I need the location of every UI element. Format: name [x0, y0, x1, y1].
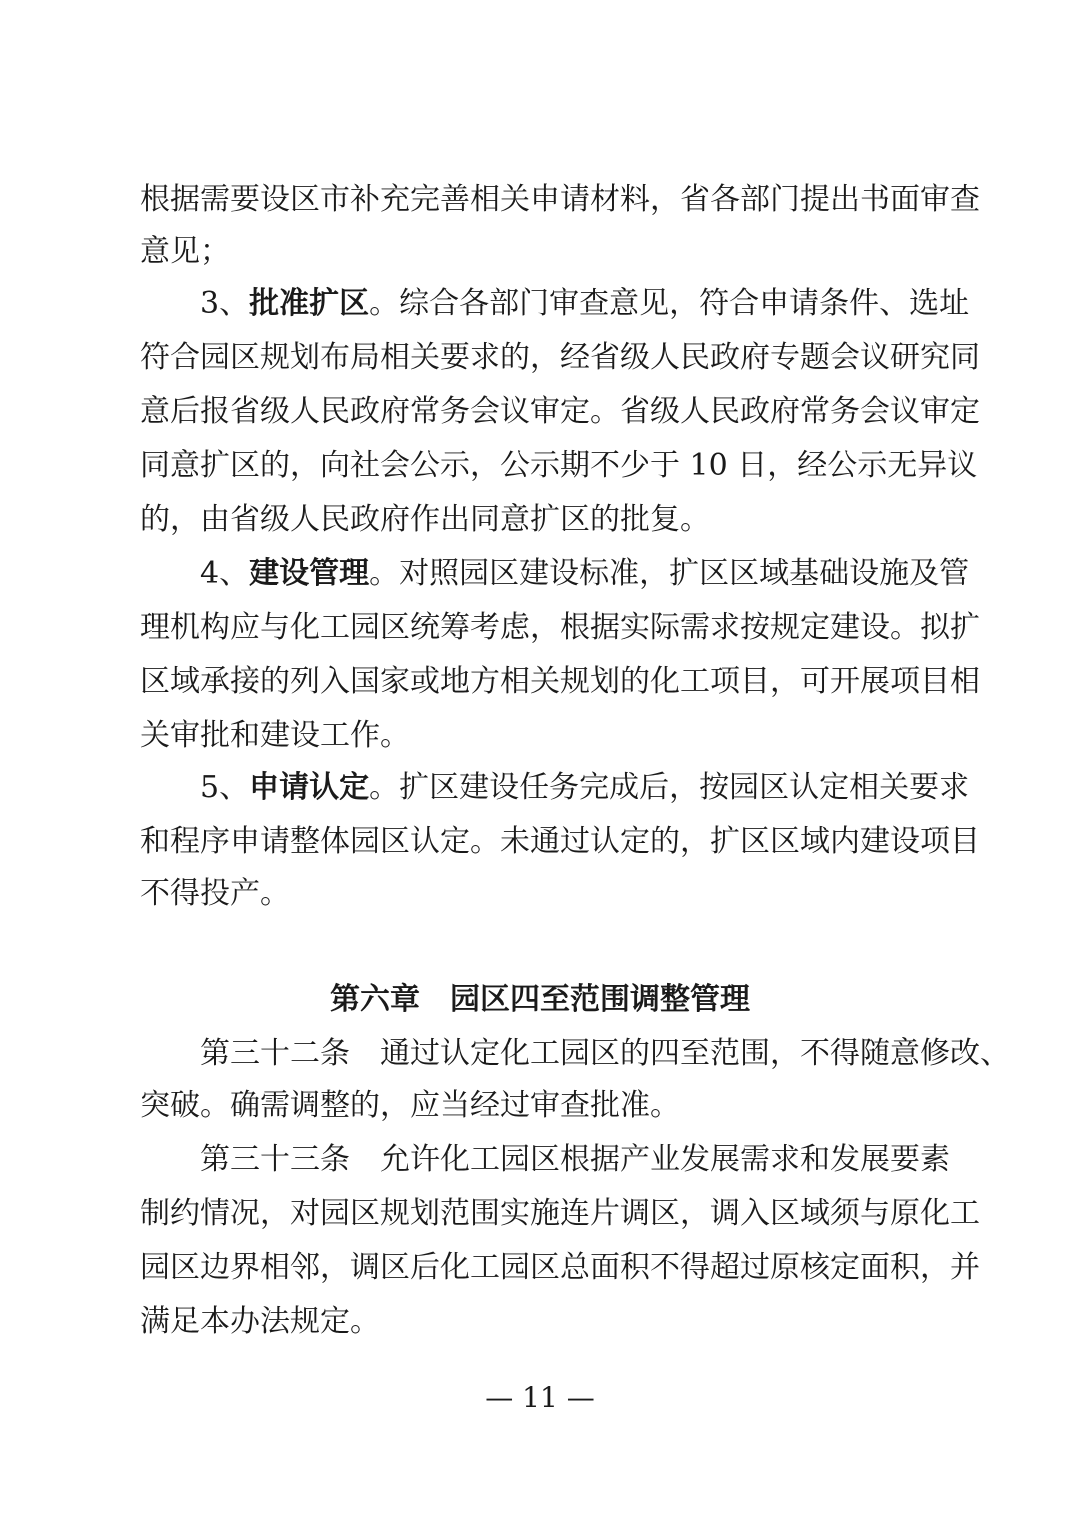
text-line: 符合园区规划布局相关要求的，经省级人民政府专题会议研究同 [140, 340, 980, 375]
item-text: 。对照园区建设标准，扩区区域基础设施及管 [369, 556, 970, 591]
text-line: 同意扩区的，向社会公示，公示期不少于 10 日，经公示无异议 [140, 448, 978, 483]
text-line: 关审批和建设工作。 [140, 718, 410, 753]
item-text: 。综合各部门审查意见，符合申请条件、选址 [369, 286, 970, 321]
item-number: 4、 [200, 556, 250, 591]
text-line: 意后报省级人民政府常务会议审定。省级人民政府常务会议审定 [140, 394, 980, 429]
item-title: 批准扩区 [249, 286, 370, 321]
text-line: 意见； [140, 234, 230, 269]
item-title: 申请认定 [249, 770, 370, 805]
item-4-line [200, 554, 970, 594]
item-3-line [200, 284, 970, 324]
text-line: 园区边界相邻，调区后化工园区总面积不得超过原核定面积，并 [140, 1250, 980, 1285]
text-line: 制约情况，对园区规划范围实施连片调区，调入区域须与原化工 [140, 1196, 980, 1231]
page-number: — 11 — [485, 1381, 595, 1414]
article-32-line: 第三十二条 通过认定化工园区的四至范围，不得随意修改、 [200, 1036, 1010, 1071]
item-text: 。扩区建设任务完成后，按园区认定相关要求 [369, 770, 970, 805]
chapter-heading: 第六章 园区四至范围调整管理 [330, 982, 750, 1017]
item-title: 建设管理 [249, 556, 370, 591]
text-line: 不得投产。 [140, 876, 290, 911]
article-33-line: 第三十三条 允许化工园区根据产业发展需求和发展要素 [200, 1142, 950, 1177]
text-line: 和程序申请整体园区认定。未通过认定的，扩区区域内建设项目 [140, 824, 980, 859]
item-number: 3、 [200, 286, 250, 321]
text-line: 的，由省级人民政府作出同意扩区的批复。 [140, 502, 710, 537]
item-5-line [200, 768, 970, 808]
text-line: 根据需要设区市补充完善相关申请材料，省各部门提出书面审查 [140, 182, 980, 217]
text-line: 满足本办法规定。 [140, 1304, 380, 1339]
text-line: 突破。确需调整的，应当经过审查批准。 [140, 1088, 680, 1123]
item-number: 5、 [200, 770, 250, 805]
text-line: 区域承接的列入国家或地方相关规划的化工项目，可开展项目相 [140, 664, 980, 699]
text-line: 理机构应与化工园区统筹考虑，根据实际需求按规定建设。拟扩 [140, 610, 980, 645]
